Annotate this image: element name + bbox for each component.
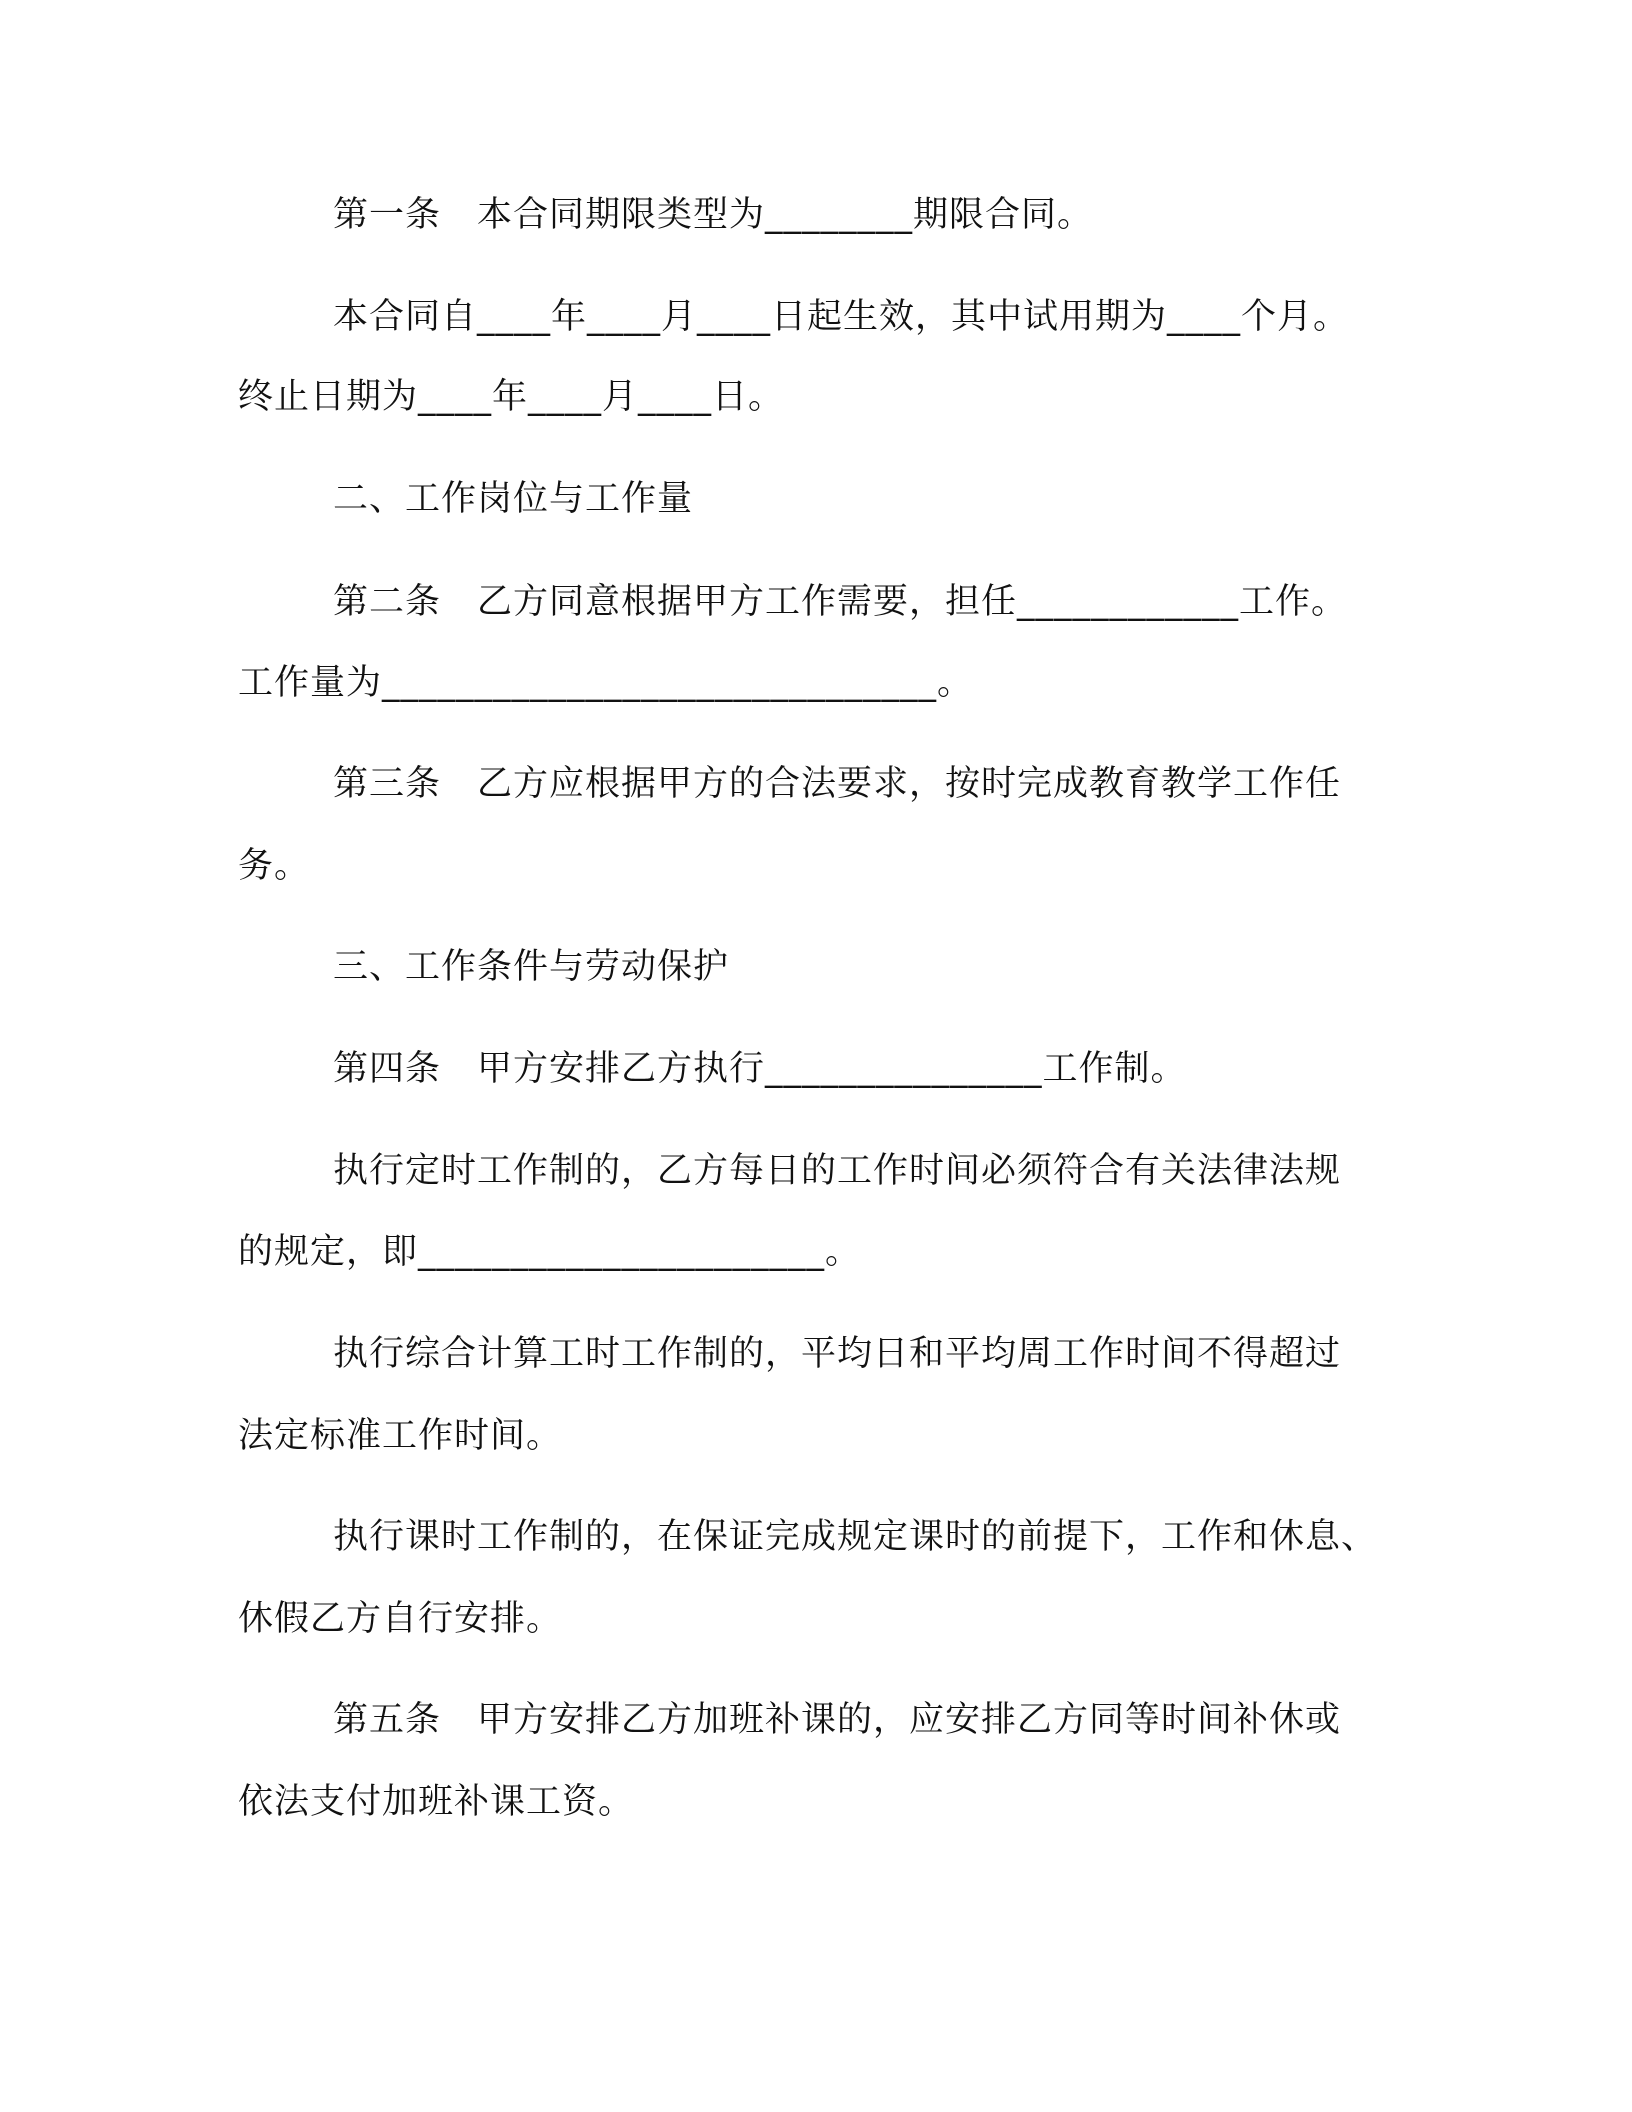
class-hours-line-1: 执行课时工作制的，在保证完成规定课时的前提下，工作和休息、 [333, 1517, 1378, 1557]
fixed-hours-line-2: 的规定，即______________________。 [238, 1232, 862, 1272]
article-4-line: 第四条 甲方安排乙方执行_______________工作制。 [333, 1049, 1187, 1089]
article-1-term-type: 第一条 本合同期限类型为________期限合同。 [333, 195, 1094, 235]
article-5-line-1: 第五条 甲方安排乙方加班补课的，应安排乙方同等时间补休或 [333, 1700, 1342, 1740]
article-2-line-1: 第二条 乙方同意根据甲方工作需要，担任____________工作。 [333, 582, 1348, 622]
contract-effective-date-line: 本合同自____年____月____日起生效，其中试用期为____个月。 [333, 297, 1350, 337]
comprehensive-hours-line-1: 执行综合计算工时工作制的，平均日和平均周工作时间不得超过 [333, 1334, 1342, 1374]
article-2-line-2: 工作量为______________________________。 [238, 663, 974, 703]
article-3-line-2: 务。 [238, 846, 311, 886]
comprehensive-hours-line-2: 法定标准工作时间。 [238, 1416, 563, 1456]
section-heading-2: 二、工作岗位与工作量 [333, 479, 694, 519]
contract-end-date-line: 终止日期为____年____月____日。 [238, 377, 785, 417]
fixed-hours-line-1: 执行定时工作制的，乙方每日的工作时间必须符合有关法律法规 [333, 1151, 1342, 1191]
article-3-line-1: 第三条 乙方应根据甲方的合法要求，按时完成教育教学工作任 [333, 764, 1342, 804]
class-hours-line-2: 休假乙方自行安排。 [238, 1599, 563, 1639]
section-heading-3: 三、工作条件与劳动保护 [333, 947, 730, 987]
article-5-line-2: 依法支付加班补课工资。 [238, 1782, 635, 1822]
